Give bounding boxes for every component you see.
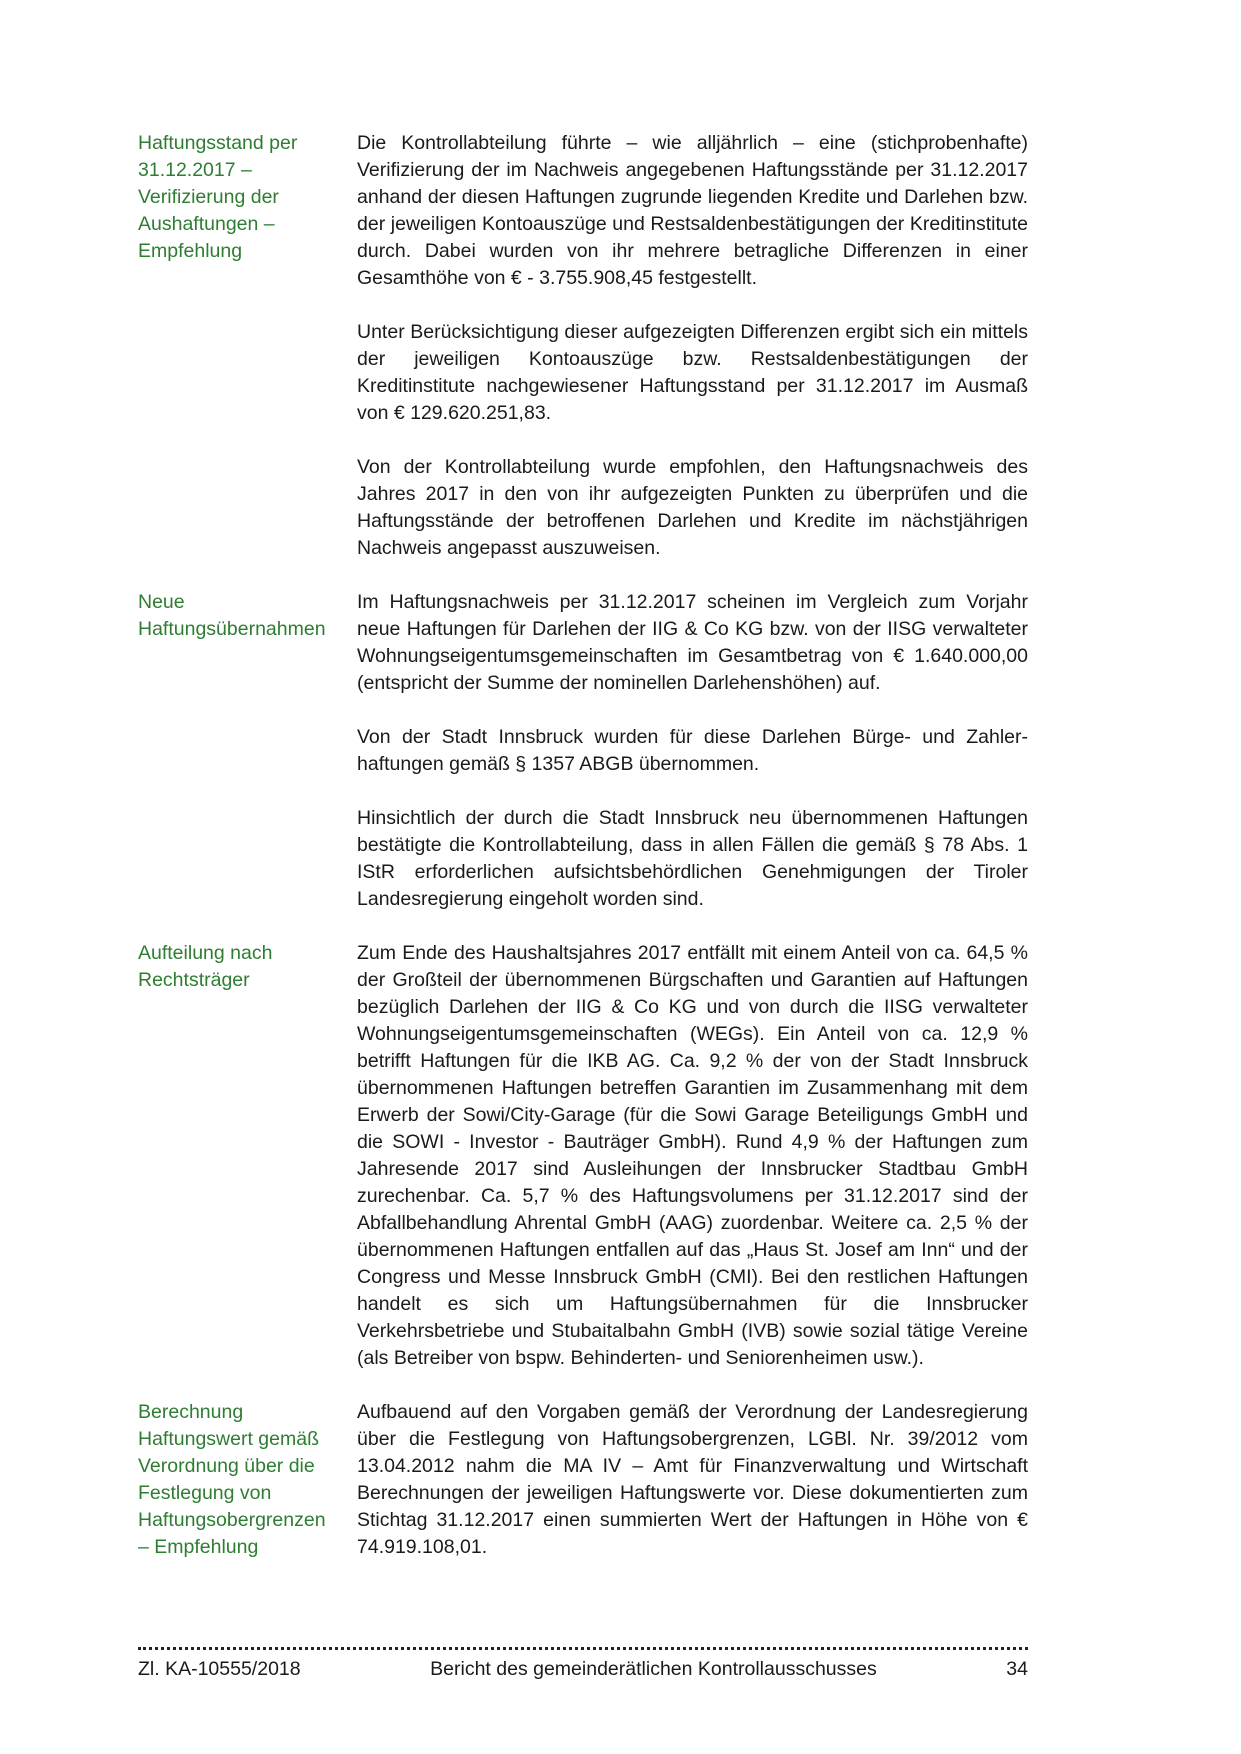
- footer-title: Bericht des gemeinderätlichen Kontrollausschusses: [430, 1658, 877, 1680]
- section-berechnung-haftungswert: [138, 1399, 1028, 1588]
- footer-reference: Zl. KA-10555/2018: [138, 1658, 301, 1680]
- paragraph: Zum Ende des Haushaltsjahres 2017 entfällt mit einem Anteil von ca. 64,5 % der Großteil der übernommenen Bürgschaften und Garantien auf Haftungen bezüglich Darlehen der IIG & Co KG und von durch die IISG verwalteter Wohnungseigentumsgemeinschaften (WEGs). Ein Anteil von ca. 12,9 % betrifft Haftungen für die IKB AG. Ca. 9,2 % der von der Stadt Innsbruck übernommenen Haftungen betreffen Garantien im Zusammenhang mit dem Erwerb der Sowi/City-Garage (für die Sowi Garage Beteiligungs GmbH und die SOWI - Investor - Bauträger GmbH). Rund 4,9 % der Haftungen zum Jahresende 2017 sind Ausleihungen der Innsbrucker Stadtbau GmbH zurechenbar. Ca. 5,7 % des Haftungsvolumens per 31.12.2017 sind der Abfallbehandlung Ahrental GmbH (AAG) zuordenbar. Weitere ca. 2,5 % der übernommenen Haftungen entfallen auf das „Haus St. Josef am Inn“ und der Congress und Messe Innsbruck GmbH (CMI). Bei den restlichen Haftungen handelt es sich um Haftungsübernahmen für die Innsbrucker Verkehrsbetriebe und Stubaitalbahn GmbH (IVB) sowie sozial tätige Vereine (als Betreiber von bspw. Behinderten- und Seniorenheimen usw.).: [357, 942, 1028, 1369]
- paragraph: Aufbauend auf den Vorgaben gemäß der Verordnung der Landesregierung über die Festlegung von Haftungsobergrenzen, LGBl. Nr. 39/2012 vom 13.04.2012 nahm die MA IV – Amt für Finanzverwaltung und Wirtschaft Berechnungen der jeweiligen Haftungswerte vor. Diese dokumentierten zum Stichtag 31.12.2017 einen summierten Wert der Haftungen in Höhe von € 74.919.108,01.: [357, 1401, 1028, 1558]
- section-label: Berechnung Haftungswert gemäß Verordnung über die Festlegung von Haftungsobergrenzen – Empfehlung: [138, 1401, 326, 1558]
- footer-row: [138, 1656, 1028, 1682]
- paragraph: Von der Kontrollabteilung wurde empfohlen, den Haftungsnachweis des Jahres 2017 in den von ihr aufgezeigten Punkten zu überprüfen und die Haftungsstände der betroffenen Darlehen und Kredite im nächstjährigen Nachweis angepasst auszuweisen.: [357, 456, 1028, 559]
- section-label: Haftungsstand per 31.12.2017 – Verifizierung der Aushaftungen – Empfehlung: [138, 132, 298, 262]
- paragraph: Die Kontrollabteilung führte – wie alljährlich – eine (stichprobenhafte) Verifizierung der im Nachweis angegebenen Haftungsstände per 31.12.2017 anhand der diesen Haftungen zugrunde liegenden Kredite und Darlehen bzw. der jeweiligen Kontoauszüge und Restsaldenbestätigungen der Kreditinstitute durch. Dabei wurden von ihr mehrere betragliche Differenzen in einer Gesamthöhe von € - 3.755.908,45 festgestellt.: [357, 132, 1028, 289]
- section-body: [357, 940, 1028, 1399]
- section-neue-haftungsuebernahmen: [138, 589, 1028, 940]
- paragraph: Von der Stadt Innsbruck wurden für diese Darlehen Bürge- und Zahlerhaftungen gemäß § 1357 ABGB übernommen.: [357, 726, 1028, 775]
- section-body: [357, 1399, 1028, 1588]
- section-aufteilung-rechtstraeger: [138, 940, 1028, 1399]
- footer-page-number: 34: [1006, 1658, 1028, 1680]
- section-label: Neue Haftungsübernahmen: [138, 591, 326, 640]
- section-haftungsstand: [138, 130, 1028, 589]
- section-label: Aufteilung nach Rechtsträger: [138, 942, 273, 991]
- footer-dotted-divider: [138, 1647, 1028, 1650]
- paragraph: Im Haftungsnachweis per 31.12.2017 scheinen im Vergleich zum Vorjahr neue Haftungen für Darlehen der IIG & Co KG bzw. von der IISG verwalteter Wohnungseigentumsgemeinschaften im Gesamtbetrag von € 1.640.000,00 (entspricht der Summe der nominellen Darlehenshöhen) auf.: [357, 591, 1028, 694]
- paragraph: Hinsichtlich der durch die Stadt Innsbruck neu übernommenen Haftungen bestätigte die Kontrollabteilung, dass in allen Fällen die gemäß § 78 Abs. 1 IStR erforderlichen aufsichtsbehördlichen Genehmigungen der Tiroler Landesregierung eingeholt worden sind.: [357, 807, 1028, 910]
- section-body: [357, 589, 1028, 940]
- paragraph: Unter Berücksichtigung dieser aufgezeigten Differenzen ergibt sich ein mittels der jeweiligen Kontoauszüge bzw. Restsaldenbestätigungen der Kreditinstitute nachgewiesener Haftungsstand per 31.12.2017 im Ausmaß von € 129.620.251,83.: [357, 321, 1028, 424]
- section-body: [357, 130, 1028, 589]
- page-footer: [138, 1647, 1028, 1682]
- document-content: [138, 130, 1028, 1588]
